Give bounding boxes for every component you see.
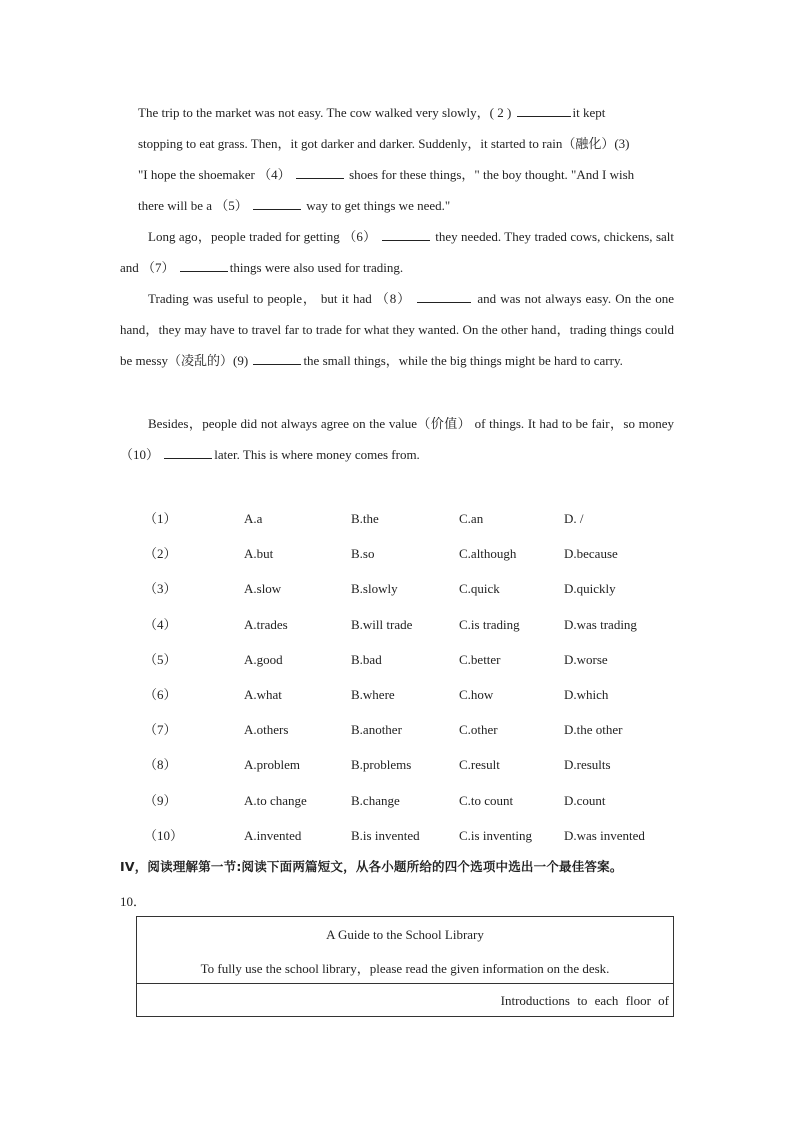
option-d[interactable]: D.was invented xyxy=(564,827,645,843)
option-a[interactable]: A.good xyxy=(244,651,283,667)
answer-blank-5 xyxy=(253,197,301,210)
passage-paragraph-2 xyxy=(120,221,674,283)
section-heading: IV，阅读理解第一节:阅读下面两篇短文，从各小题所给的四个选项中选出一个最佳答案。 xyxy=(120,859,623,874)
table-divider xyxy=(137,983,673,984)
option-c[interactable]: C.to count xyxy=(459,792,514,808)
answer-blank-7 xyxy=(180,259,228,272)
answer-blank-6 xyxy=(382,228,430,241)
option-a[interactable]: A.problem xyxy=(244,757,300,773)
passage-text: Trading was useful to people， but it had （8） xyxy=(148,291,412,306)
passage-text: stopping to eat grass. Then，it got darker and darker. Suddenly，it started to rain（融化）(3) xyxy=(138,136,630,151)
option-c[interactable]: C.result xyxy=(459,757,500,773)
passage-text: things were also used for trading. xyxy=(229,260,404,275)
question-number: （8） xyxy=(144,757,177,773)
passage-text: there will be a （5） xyxy=(138,198,248,213)
passage-text: Long ago，people traded for getting （6） xyxy=(148,229,377,244)
answer-blank-9 xyxy=(253,352,301,365)
option-d[interactable]: D. / xyxy=(564,511,584,526)
library-guide-subtitle: To fully use the school library，please read the given information on the desk. xyxy=(200,961,610,976)
passage-text: later. This is where money comes from. xyxy=(214,447,420,462)
question-number: （6） xyxy=(144,686,177,702)
option-row xyxy=(120,681,680,716)
option-b[interactable]: B.problems xyxy=(351,757,412,773)
option-d[interactable]: D.was trading xyxy=(564,616,637,632)
question-number: （2） xyxy=(144,546,177,562)
options-table xyxy=(120,505,680,857)
option-a[interactable]: A.trades xyxy=(244,616,288,632)
option-b[interactable]: B.so xyxy=(351,546,375,562)
option-a[interactable]: A.others xyxy=(244,722,289,738)
option-row xyxy=(120,540,680,575)
option-row xyxy=(120,505,680,540)
option-d[interactable]: D.because xyxy=(564,546,618,562)
option-c[interactable]: C.is inventing xyxy=(459,827,532,843)
option-row xyxy=(120,575,680,610)
question-number: （1） xyxy=(144,511,177,526)
passage-text: The trip to the market was not easy. The cow walked very slowly，( 2 ) xyxy=(138,105,512,120)
option-d[interactable]: D.which xyxy=(564,686,609,702)
passage-text: and was not always easy. On the one hand，they may have to travel far to trade for what they wanted. On the other hand，trading things could be messy（凌乱的）(9) xyxy=(120,291,675,368)
option-d[interactable]: D.the other xyxy=(564,722,623,738)
option-d[interactable]: D.quickly xyxy=(564,581,616,597)
option-c[interactable]: C.is trading xyxy=(459,616,520,632)
option-row xyxy=(120,611,680,646)
passage-text: they needed. They traded cows, chickens, salt and （7） xyxy=(120,229,675,275)
option-d[interactable]: D.results xyxy=(564,757,611,773)
option-b[interactable]: B.will trade xyxy=(351,616,413,632)
option-c[interactable]: C.although xyxy=(459,546,517,562)
option-row xyxy=(120,822,680,857)
option-a[interactable]: A.invented xyxy=(244,827,302,843)
passage-text: the small things，while the big things might be hard to carry. xyxy=(303,353,623,368)
passage-text: shoes for these things，" the boy thought. "And I wish xyxy=(349,167,635,182)
option-b[interactable]: B.another xyxy=(351,722,402,738)
option-a[interactable]: A.a xyxy=(244,511,263,526)
question-number: （9） xyxy=(144,792,177,808)
passage-paragraph-3 xyxy=(120,283,674,376)
question-number: （3） xyxy=(144,581,177,597)
library-guide-row: Introductions to each floor of xyxy=(500,993,669,1008)
option-b[interactable]: B.the xyxy=(351,511,379,526)
option-a[interactable]: A.but xyxy=(244,546,274,562)
library-guide-table xyxy=(136,916,674,1017)
answer-blank-10 xyxy=(164,446,212,459)
option-row xyxy=(120,751,680,786)
library-guide-title: A Guide to the School Library xyxy=(326,927,484,942)
question-number: （10） xyxy=(144,827,184,843)
option-c[interactable]: C.quick xyxy=(459,581,500,597)
answer-blank-2 xyxy=(517,104,571,117)
answer-blank-4 xyxy=(296,166,344,179)
option-b[interactable]: B.change xyxy=(351,792,400,808)
passage-text: way to get things we need." xyxy=(306,198,451,213)
option-a[interactable]: A.slow xyxy=(244,581,282,597)
option-a[interactable]: A.what xyxy=(244,686,282,702)
option-row xyxy=(120,646,680,681)
option-d[interactable]: D.worse xyxy=(564,651,608,667)
passage-text: "I hope the shoemaker （4） xyxy=(138,167,291,182)
option-c[interactable]: C.an xyxy=(459,511,484,526)
passage-paragraph-1 xyxy=(120,97,692,221)
passage-text: Besides，people did not always agree on the value（价值） of things. It had to be fair，so money （10） xyxy=(120,416,674,462)
question-number: （7） xyxy=(144,722,177,738)
option-a[interactable]: A.to change xyxy=(244,792,307,808)
answer-blank-8 xyxy=(417,290,471,303)
option-d[interactable]: D.count xyxy=(564,792,606,808)
option-c[interactable]: C.better xyxy=(459,651,501,667)
option-b[interactable]: B.bad xyxy=(351,651,382,667)
option-row xyxy=(120,787,680,822)
question-number: （4） xyxy=(144,616,177,632)
passage-text: it kept xyxy=(572,105,606,120)
option-c[interactable]: C.how xyxy=(459,686,494,702)
option-b[interactable]: B.where xyxy=(351,686,395,702)
option-b[interactable]: B.is invented xyxy=(351,827,420,843)
passage-paragraph-4 xyxy=(120,408,674,470)
option-b[interactable]: B.slowly xyxy=(351,581,398,597)
option-c[interactable]: C.other xyxy=(459,722,498,738)
question-number-10: 10． xyxy=(120,894,147,909)
question-number: （5） xyxy=(144,651,177,667)
option-row xyxy=(120,716,680,751)
